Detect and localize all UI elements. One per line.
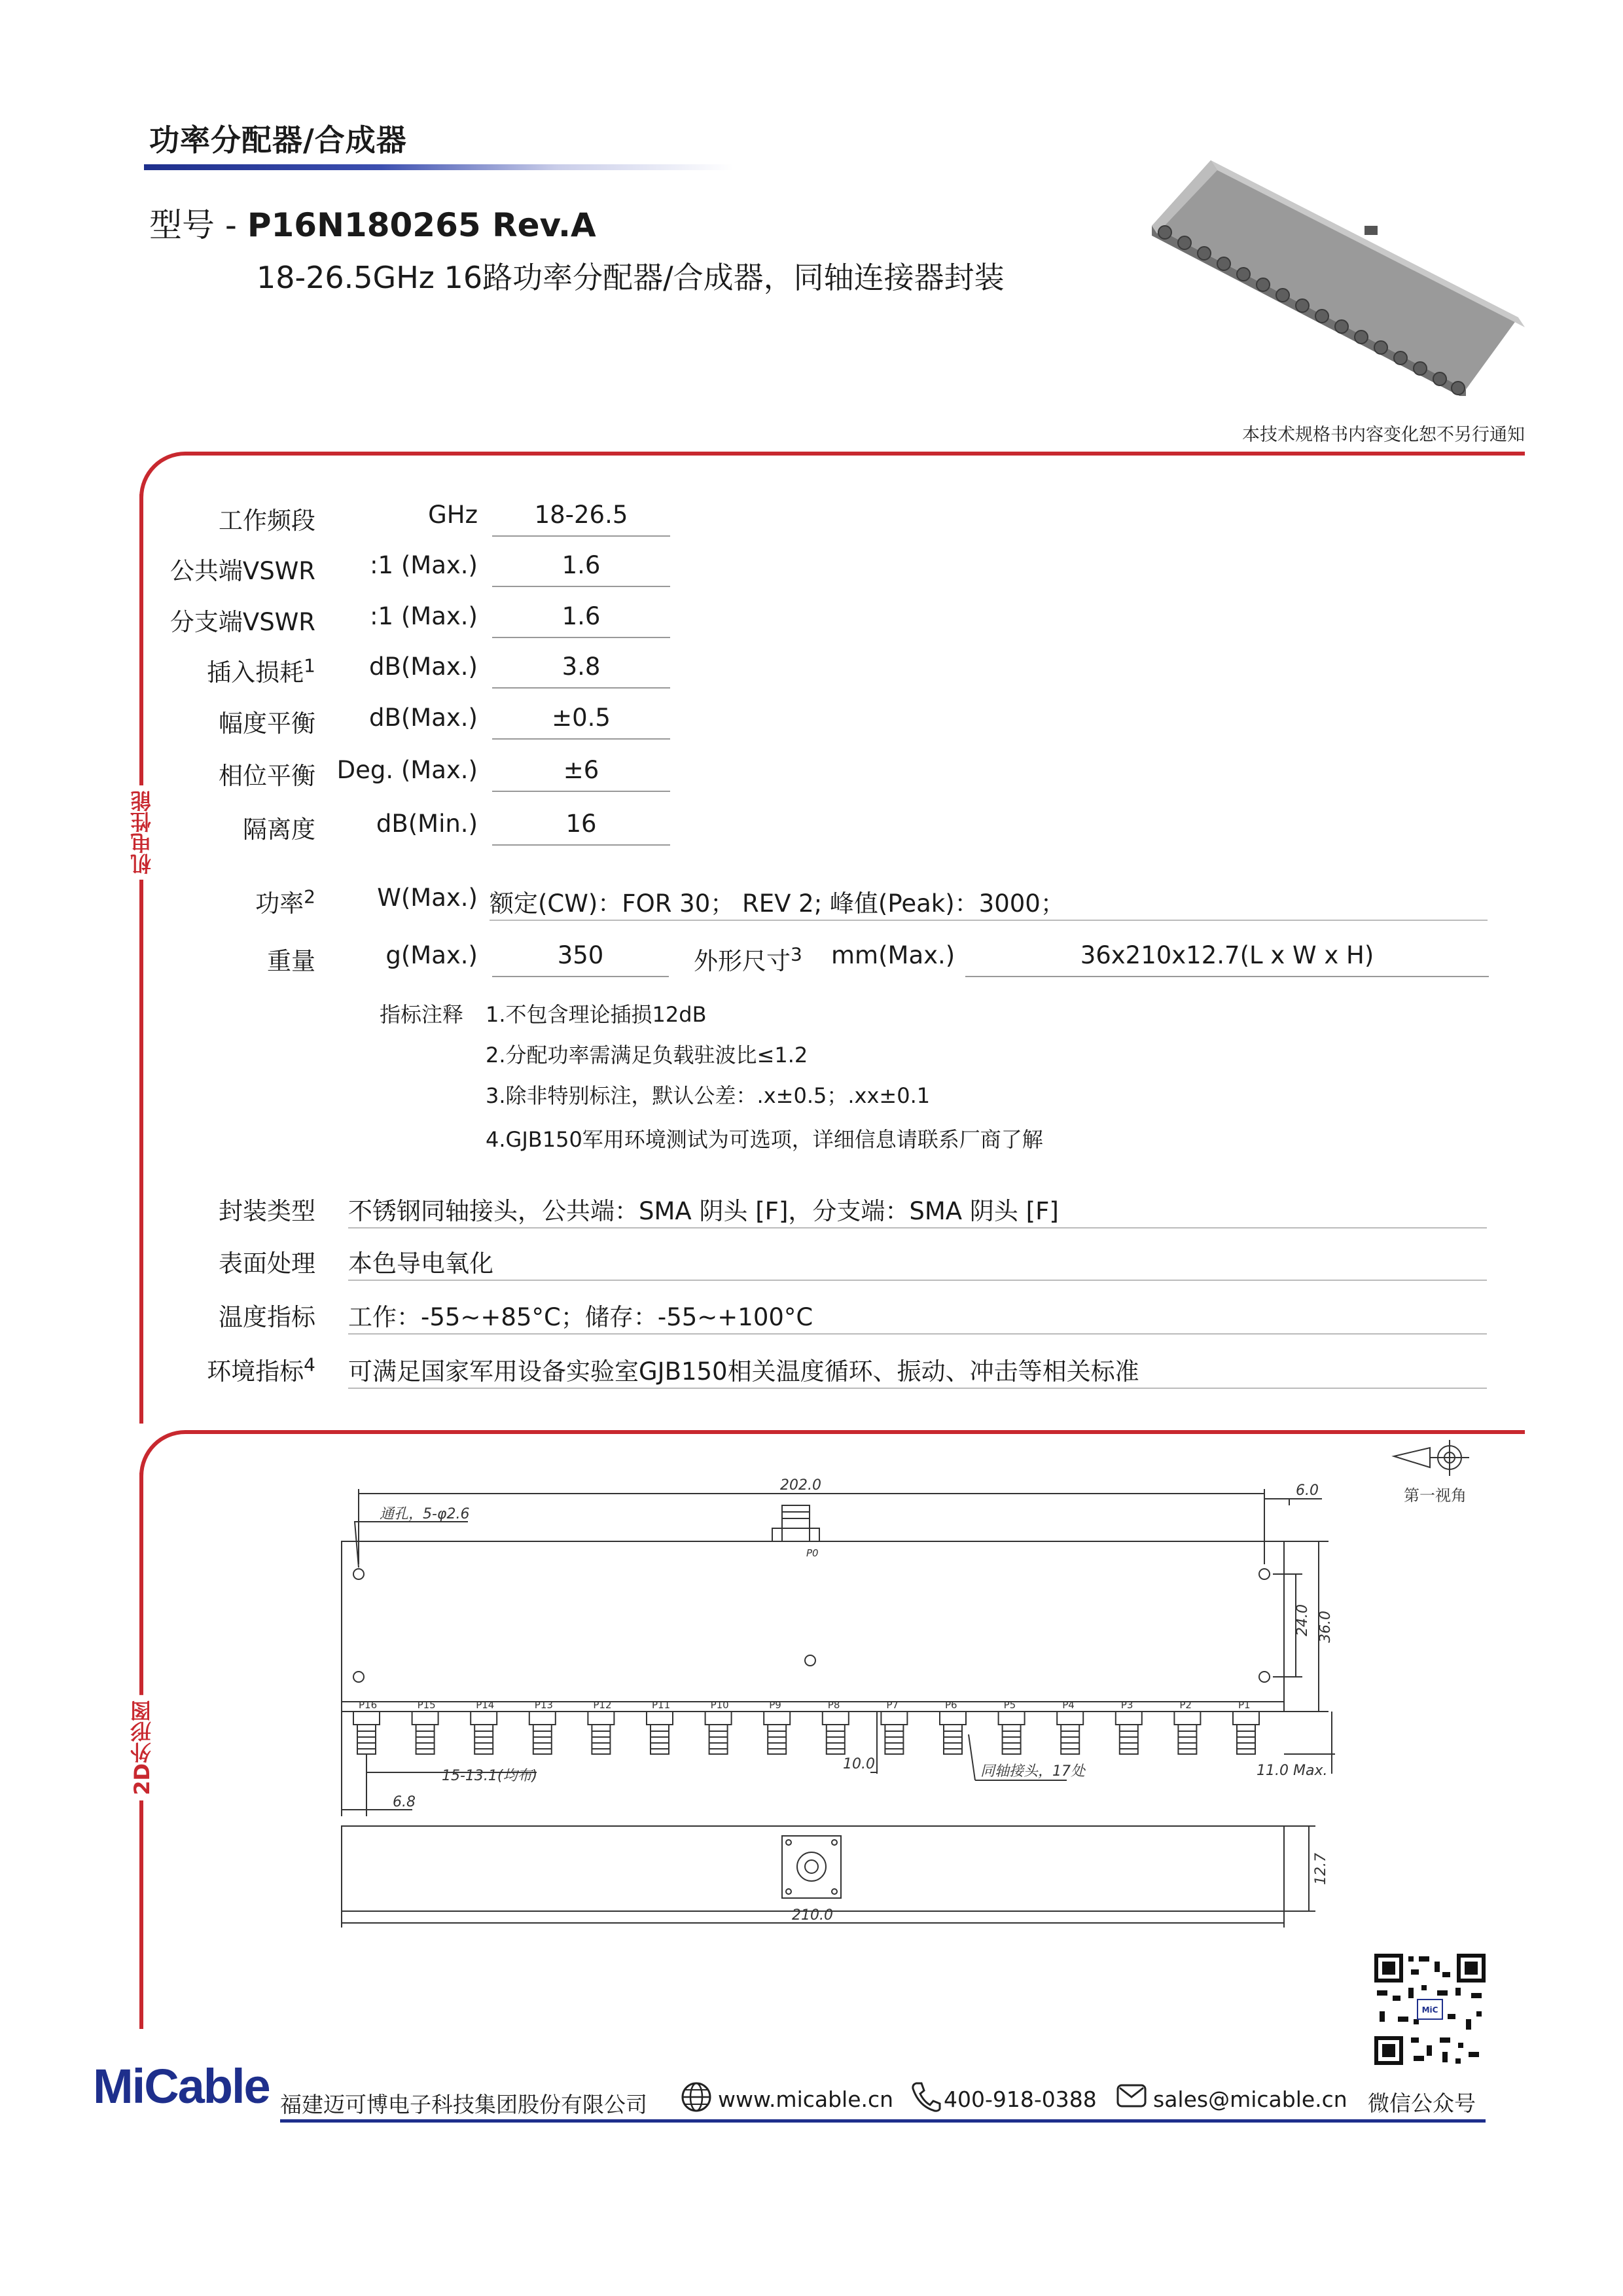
port-connector [529, 1712, 556, 1754]
wechat-label: 微信公众号 [1368, 2090, 1476, 2116]
power-label: 功率$^2$ [255, 886, 315, 918]
note-item: 3.除非特别标注，默认公差：.x±0.5；.xx±0.1 [486, 1083, 931, 1108]
port-connector [1233, 1712, 1259, 1754]
port-connector [412, 1712, 438, 1754]
power-value: 额定(CW)：FOR 30； REV 2; 峰值(Peak)：3000； [490, 889, 1065, 918]
qr-code [1374, 1954, 1486, 2065]
package-value: 不锈钢同轴接头，公共端：SMA 阴头 [F]，分支端：SMA 阴头 [F] [348, 1197, 1059, 1225]
spec-unit: dB(Max.) [369, 704, 478, 732]
dimension-value: 36x210x12.7(L x W x H) [965, 941, 1489, 977]
port-label: P16 [359, 1699, 378, 1711]
website-link[interactable]: www.micable.cn [718, 2087, 894, 2112]
package-underline [348, 1388, 1487, 1389]
port-connector [1057, 1712, 1083, 1754]
package-value: 可满足国家军用设备实验室GJB150相关温度循环、振动、冲击等相关标准 [348, 1357, 1139, 1386]
email-icon [1116, 2083, 1147, 2109]
port-connector [647, 1712, 673, 1754]
spec-label: 插入损耗$^1$ [207, 655, 315, 687]
section-corner [139, 452, 185, 497]
dim-202: 202.0 [780, 1477, 821, 1494]
svg-text:MiC: MiC [1421, 2005, 1438, 2015]
section-label-electrical: 机电性能 [127, 785, 157, 880]
spec-value: 18-26.5 [492, 501, 670, 537]
spec-label: 相位平衡 [219, 762, 315, 790]
dim-6: 6.0 [1296, 1482, 1319, 1499]
header-underline [144, 164, 733, 170]
port-connector [1174, 1712, 1200, 1754]
spec-value: ±0.5 [492, 704, 670, 740]
phone-number[interactable]: 400-918-0388 [944, 2087, 1097, 2112]
note-item: 1.不包含理论插损12dB [486, 1002, 707, 1027]
spec-value: 1.6 [492, 551, 670, 587]
note-item: 4.GJB150军用环境测试为可选项，详细信息请联系厂商了解 [486, 1127, 1043, 1152]
dimension-label: 外形尺寸$^3$ [694, 943, 802, 975]
category-title: 功率分配器/合成器 [149, 122, 407, 158]
spec-label: 隔离度 [243, 816, 315, 844]
port-label: P2 [1179, 1699, 1192, 1711]
port-connector [764, 1712, 790, 1754]
spec-unit: dB(Min.) [376, 810, 478, 838]
port-label: P4 [1062, 1699, 1075, 1711]
note-item: 2.分配功率需满足负载驻波比≤1.2 [486, 1043, 808, 1067]
package-underline [348, 1227, 1487, 1229]
weight-value: 350 [492, 941, 669, 977]
port-label: P1 [1238, 1699, 1251, 1711]
model-prefix: 型号 - [149, 206, 247, 244]
email-link[interactable]: sales@micable.cn [1153, 2087, 1347, 2112]
port-connector [881, 1712, 907, 1754]
port-connector [471, 1712, 497, 1754]
spec-value: 16 [492, 810, 670, 846]
port-label: P3 [1120, 1699, 1133, 1711]
dim-pitch: 15-13.1(均布) [442, 1768, 538, 1784]
dim-36: 36.0 [1317, 1611, 1334, 1643]
port-connector [705, 1712, 732, 1754]
spec-unit: dB(Max.) [369, 653, 478, 681]
company-name: 福建迈可博电子科技集团股份有限公司 [280, 2092, 647, 2117]
dimension-unit: mm(Max.) [831, 941, 955, 969]
port-connector [940, 1712, 966, 1754]
notes-label: 指标注释 [380, 1002, 464, 1027]
power-unit: W(Max.) [377, 884, 478, 912]
model-number: P16N180265 Rev.A [247, 206, 596, 244]
dim-210: 210.0 [792, 1907, 833, 1924]
dim-12-7: 12.7 [1313, 1853, 1329, 1885]
port-label: P10 [710, 1699, 729, 1711]
spec-label: 工作频段 [219, 507, 315, 535]
port-p0: P0 [806, 1547, 819, 1559]
port-label: P12 [593, 1699, 612, 1711]
port-label: P5 [1003, 1699, 1016, 1711]
section-vertical-rule [139, 494, 143, 1424]
section-divider-outline [185, 1430, 1525, 1434]
dim-connector: 同轴接头，17处 [980, 1763, 1085, 1780]
port-connector [588, 1712, 614, 1754]
package-underline [348, 1333, 1487, 1335]
package-label: 表面处理 [219, 1249, 315, 1278]
dim-hole-note: 通孔，5-φ2.6 [380, 1506, 470, 1522]
dim-10: 10.0 [843, 1756, 875, 1772]
port-connector [1116, 1712, 1142, 1754]
spec-unit: GHz [428, 501, 478, 529]
port-label: P13 [534, 1699, 553, 1711]
package-label: 温度指标 [219, 1303, 315, 1331]
weight-unit: g(Max.) [385, 941, 478, 969]
spec-label: 公共端VSWR [169, 557, 315, 585]
outline-drawing [314, 1440, 1505, 1937]
spec-value: 3.8 [492, 653, 670, 689]
model-line [149, 199, 596, 246]
package-value: 工作：-55~+85°C；储存：-55~+100°C [348, 1303, 813, 1331]
port-label: P15 [417, 1699, 436, 1711]
phone-icon [910, 2080, 941, 2113]
port-label: P7 [886, 1699, 899, 1711]
port-label: P8 [827, 1699, 840, 1711]
view-label: 第一视角 [1404, 1486, 1467, 1505]
port-label: P11 [652, 1699, 671, 1711]
port-label: P6 [945, 1699, 957, 1711]
port-label: P9 [769, 1699, 781, 1711]
globe-icon [679, 2080, 713, 2114]
spec-label: 分支端VSWR [169, 608, 315, 636]
package-underline [348, 1280, 1487, 1281]
spec-label: 幅度平衡 [219, 709, 315, 738]
dim-11: 11.0 Max. [1257, 1763, 1328, 1779]
section-label-outline: 2D外形图 [127, 1695, 157, 1801]
notice-text: 本技术规格书内容变化恕不另行通知 [1242, 425, 1525, 445]
power-underline [490, 920, 1488, 921]
dim-6-8: 6.8 [393, 1794, 416, 1810]
port-connector [999, 1712, 1025, 1754]
brand-logo: MiCable [93, 2059, 270, 2113]
product-subtitle: 18-26.5GHz 16路功率分配器/合成器，同轴连接器封装 [257, 260, 1005, 295]
weight-label: 重量 [267, 947, 315, 975]
footer-rule [280, 2119, 1486, 2123]
port-label: P14 [476, 1699, 495, 1711]
package-label: 封装类型 [219, 1197, 315, 1225]
section-divider-top [185, 452, 1525, 456]
spec-value: 1.6 [492, 602, 670, 638]
spec-unit: :1 (Max.) [370, 602, 478, 630]
section-corner [139, 1430, 185, 1476]
port-connector [823, 1712, 849, 1754]
spec-unit: Deg. (Max.) [336, 756, 478, 784]
spec-unit: :1 (Max.) [370, 551, 478, 579]
product-image [1139, 147, 1531, 396]
port-connector [353, 1712, 380, 1754]
package-label: 环境指标$^4$ [207, 1354, 315, 1386]
spec-value: ±6 [492, 756, 670, 792]
dim-24: 24.0 [1294, 1604, 1311, 1636]
package-value: 本色导电氧化 [348, 1249, 493, 1278]
